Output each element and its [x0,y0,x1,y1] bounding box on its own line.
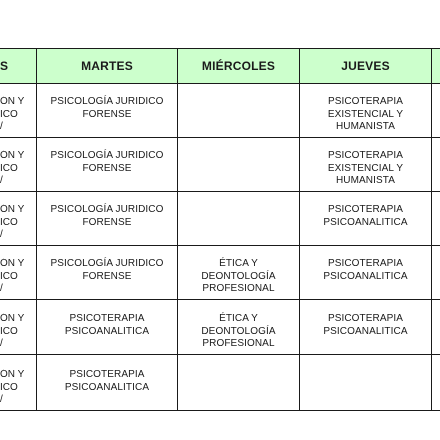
grid-line [0,137,440,138]
cell-miercoles: ÉTICA Y DEONTOLOGÍA PROFESIONAL [201,313,276,349]
header-cell-miercoles: MIÉRCOLES [201,59,276,73]
grid-line [0,354,440,355]
grid-line [0,191,440,192]
grid-line [177,48,178,411]
cell-jueves: PSICOTERAPIA EXISTENCIAL Y HUMANISTA [327,150,404,186]
cell-partial-text: ÓN Y ICO / [0,96,25,132]
cell-partial-text: ÓN Y ICO / [0,204,25,240]
grid-line [0,410,440,411]
cell-jueves: PSICOTERAPIA PSICOANALITICA [323,313,408,337]
cell-jueves: PSICOTERAPIA PSICOANALITICA [323,204,408,228]
cell-partial-text: ÓN Y ICO / [0,258,25,294]
cell-martes: PSICOTERAPIA PSICOANALITICA [64,369,150,393]
cell-martes: PSICOLOGÍA JURIDICO FORENSE [50,258,164,282]
grid-line [431,48,432,411]
cell-martes: PSICOLOGÍA JURIDICO FORENSE [50,204,164,228]
cell-martes: PSICOTERAPIA PSICOANALITICA [64,313,150,337]
cell-miercoles: ÉTICA Y DEONTOLOGÍA PROFESIONAL [201,258,276,294]
header-cell-jueves: JUEVES [341,59,390,73]
grid-line [0,245,440,246]
grid-line [0,83,440,84]
grid-line [0,299,440,300]
cell-partial-text: ÓN Y ICO / [0,369,25,405]
cell-jueves: PSICOTERAPIA EXISTENCIAL Y HUMANISTA [327,96,404,132]
cell-partial-text: ÓN Y ICO / [0,313,25,349]
cell-martes: PSICOLOGÍA JURIDICO FORENSE [50,150,164,174]
cell-martes: PSICOLOGÍA JURIDICO FORENSE [50,96,164,120]
header-cell-partial: S [0,59,9,73]
header-cell-martes: MARTES [81,59,133,73]
cell-partial-text: ÓN Y ICO / [0,150,25,186]
cell-jueves: PSICOTERAPIA PSICOANALITICA [323,258,408,282]
